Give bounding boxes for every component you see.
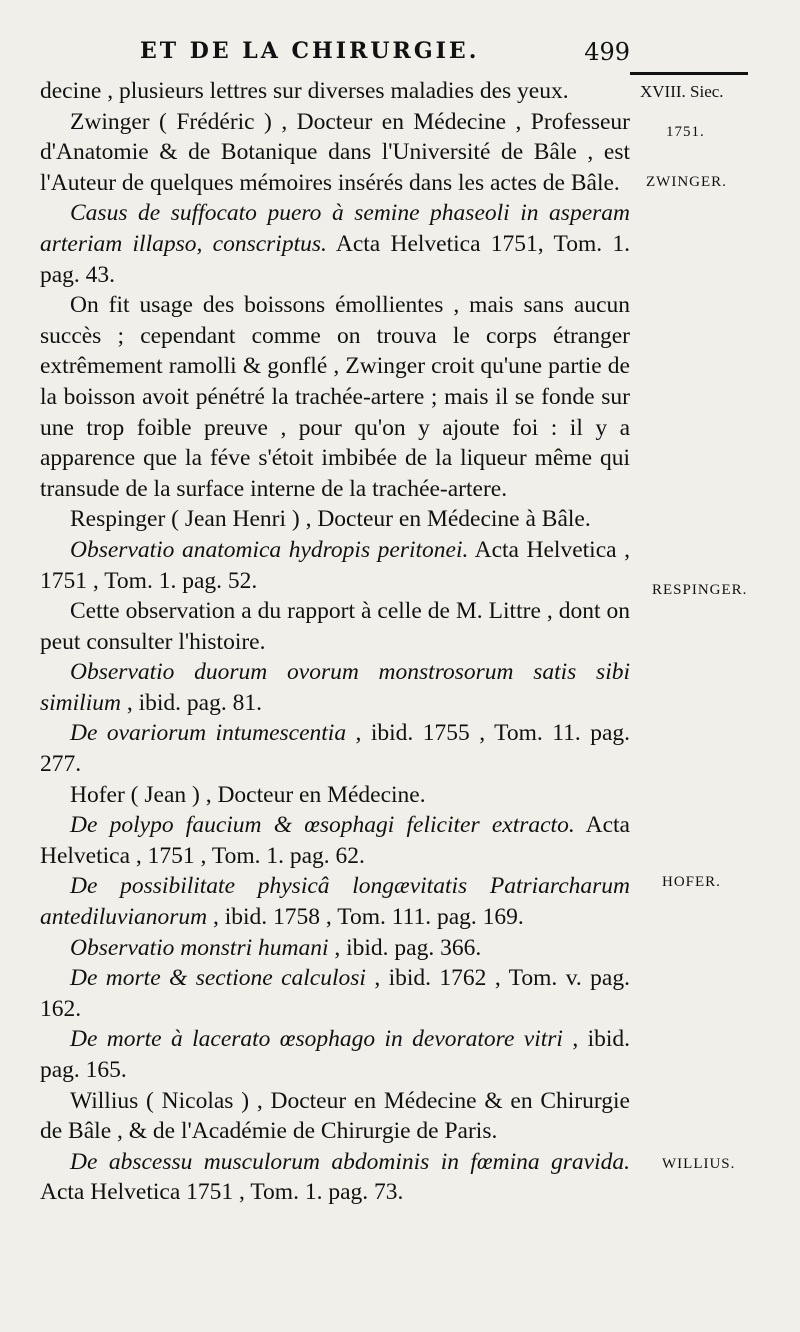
running-head: ET DE LA CHIRURGIE. — [140, 38, 480, 64]
citation-title: De ovariorum intumescentia — [70, 720, 347, 747]
margin-note-century: XVIII. Siec. — [640, 82, 724, 101]
citation — [40, 1147, 630, 1208]
citation-title: De possibilitate physicâ longævitatis Patriarcharum antediluvianorum — [40, 873, 630, 931]
citation-title: Observatio duorum ovorum monstrosorum satis sibi similium — [40, 659, 630, 716]
paragraph: Cette observation a du rapport à celle de M. Littre , dont on peut consulter l'histoire. — [40, 598, 630, 655]
paragraph: On fit usage des boissons émollientes , mais sans aucun succès ; cependant comme on trouva le corps étranger extrêmement ramolli & gonflé , Zwinger croit qu'une partie de la boisson avoit pénétré la trachée-artere ; mais il se fonde sur une trop foible preuve , pour qu'on y ajoute foi : il y a apparence que la féve s'étoit imbibée de la liqueur même qui transude de la surface interne de la trachée-artere. — [40, 292, 630, 502]
citation-ref: Acta Helvetica , 1751 , Tom. 1. pag. 62. — [40, 812, 630, 869]
citation-title: Observatio monstri humani — [70, 934, 329, 961]
paragraph-respinger: Respinger ( Jean Henri ) , Docteur en Médecine à Bâle. — [70, 506, 591, 533]
citation — [40, 810, 630, 871]
paragraph-hofer: Hofer ( Jean ) , Docteur en Médecine. — [70, 781, 426, 808]
citation-title: De abscessu musculorum abdominis in fœmina gravida. — [70, 1148, 630, 1175]
citation-ref: , ibid. 1758 , Tom. 111. pag. 169. — [207, 904, 524, 931]
paragraph-zwinger: Zwinger ( Frédéric ) , Docteur en Médecine , Professeur d'Anatomie & de Botanique dans l'Université de Bâle , est l'Auteur de quelques mémoires insérés dans les actes de Bâle. — [40, 108, 630, 196]
main-text — [40, 76, 630, 1208]
citation-ref: , ibid. pag. 165. — [40, 1026, 630, 1083]
margin-note-respinger: RESPINGER. — [652, 582, 748, 598]
page-header — [140, 38, 630, 72]
margin-note-hofer: HOFER. — [662, 874, 721, 890]
citation-title: De polypo faucium & œsophagi feliciter extracto. — [70, 812, 575, 839]
citation — [40, 718, 630, 779]
paragraph: decine , plusieurs lettres sur diverses maladies des yeux. — [40, 78, 569, 104]
citation — [40, 871, 630, 932]
citation-ref: Acta Helvetica 1751 , Tom. 1. pag. 73. — [40, 1179, 404, 1206]
citation — [40, 933, 630, 964]
margin-rule — [630, 72, 748, 75]
citation-title: Casus de suffocato puero à semine phaseoli in asperam arteriam illapso, conscriptus. — [40, 200, 630, 257]
paragraph-willius: Willius ( Nicolas ) , Docteur en Médecine & en Chirurgie de Bâle , & de l'Académie de Chirurgie de Paris. — [40, 1087, 630, 1145]
citation — [40, 535, 630, 596]
citation-ref: , ibid. pag. 81. — [120, 689, 262, 716]
citation — [40, 198, 630, 290]
citation — [40, 963, 630, 1024]
page-number: 499 — [584, 38, 630, 66]
citation-ref: , ibid. 1762 , Tom. v. pag. 162. — [40, 965, 630, 1022]
citation-ref: , ibid. 1755 , Tom. 11. pag. 277. — [40, 720, 630, 778]
citation-ref: Acta Helvetica , 1751 , Tom. 1. pag. 52. — [40, 536, 630, 594]
margin-note-zwinger: ZWINGER. — [646, 174, 727, 190]
citation-ref: , ibid. pag. 366. — [328, 934, 482, 961]
citation-title: De morte à lacerato œsophago in devoratore vitri — [70, 1026, 563, 1053]
margin-note-year: 1751. — [666, 124, 705, 140]
citation-title: De morte & sectione calculosi — [70, 965, 366, 992]
margin-note-willius: WILLIUS. — [662, 1156, 736, 1172]
citation — [40, 1024, 630, 1085]
citation-ref: Acta Helvetica 1751, Tom. 1. pag. 43. — [40, 230, 630, 288]
citation-title: Observatio anatomica hydropis peritonei. — [70, 536, 469, 563]
citation — [40, 657, 630, 718]
